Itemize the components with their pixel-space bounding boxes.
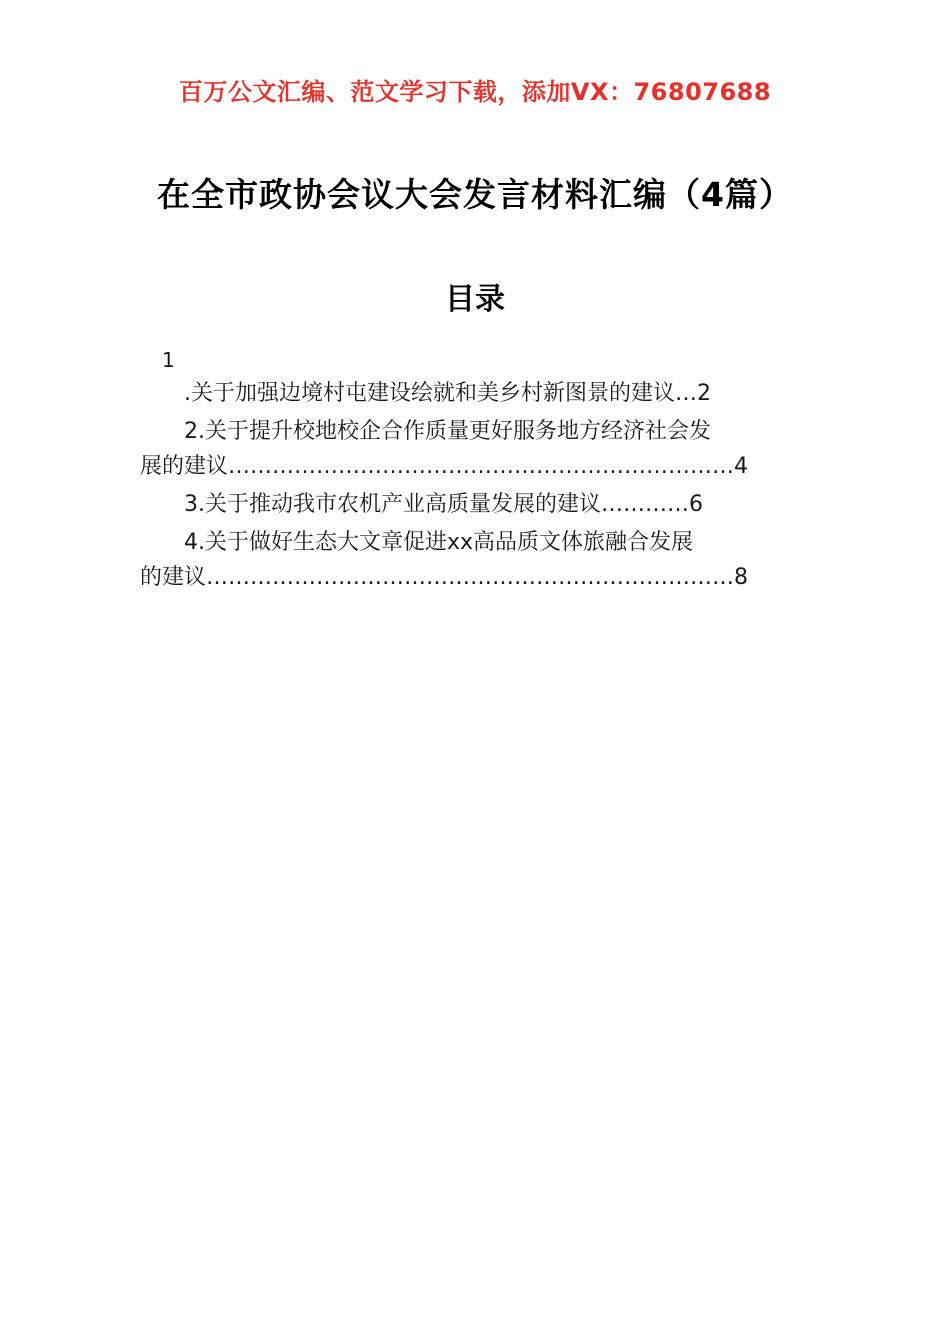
toc-entry-label: 4.关于做好生态大文章促进xx高品质文体旅融合发展 [184, 529, 694, 555]
toc-page-number: 6 [689, 492, 703, 518]
toc-entry-label: 3.关于推动我市农机产业高质量发展的建议 [184, 492, 601, 518]
toc-entry-label: .关于加强边境村屯建设绘就和美乡村新图景的建议 [184, 381, 675, 407]
toc-entry-label-cont: 的建议 [140, 565, 207, 591]
toc-leader-dots: … [675, 381, 697, 407]
toc-heading: 目录 [445, 281, 505, 317]
toc-page-number: 8 [734, 565, 749, 591]
toc-entry[interactable] [140, 344, 810, 412]
toc-entry[interactable] [140, 414, 810, 485]
page-title: 在全市政协会议大会发言材料汇编（4篇） [157, 174, 793, 214]
toc-entry-label: 2.关于提升校地校企合作质量更好服务地方经济社会发 [184, 418, 711, 444]
watermark-text: 百万公文汇编、范文学习下载，添加VX：76807688 [178, 78, 772, 106]
toc-leader-dots: ……………………………………………………………… [206, 565, 735, 591]
toc-page-number: 2 [697, 381, 711, 407]
toc-page-number: 4 [734, 454, 749, 480]
toc-entry-number: 1 [162, 347, 175, 372]
toc-entry[interactable] [140, 525, 810, 596]
toc-entry-label-cont: 展的建议 [140, 454, 229, 480]
toc-leader-dots: …………………………………………………………… [228, 454, 735, 480]
table-of-contents [140, 344, 810, 596]
toc-entry[interactable] [140, 487, 810, 523]
toc-leader-dots: ………… [601, 492, 689, 518]
